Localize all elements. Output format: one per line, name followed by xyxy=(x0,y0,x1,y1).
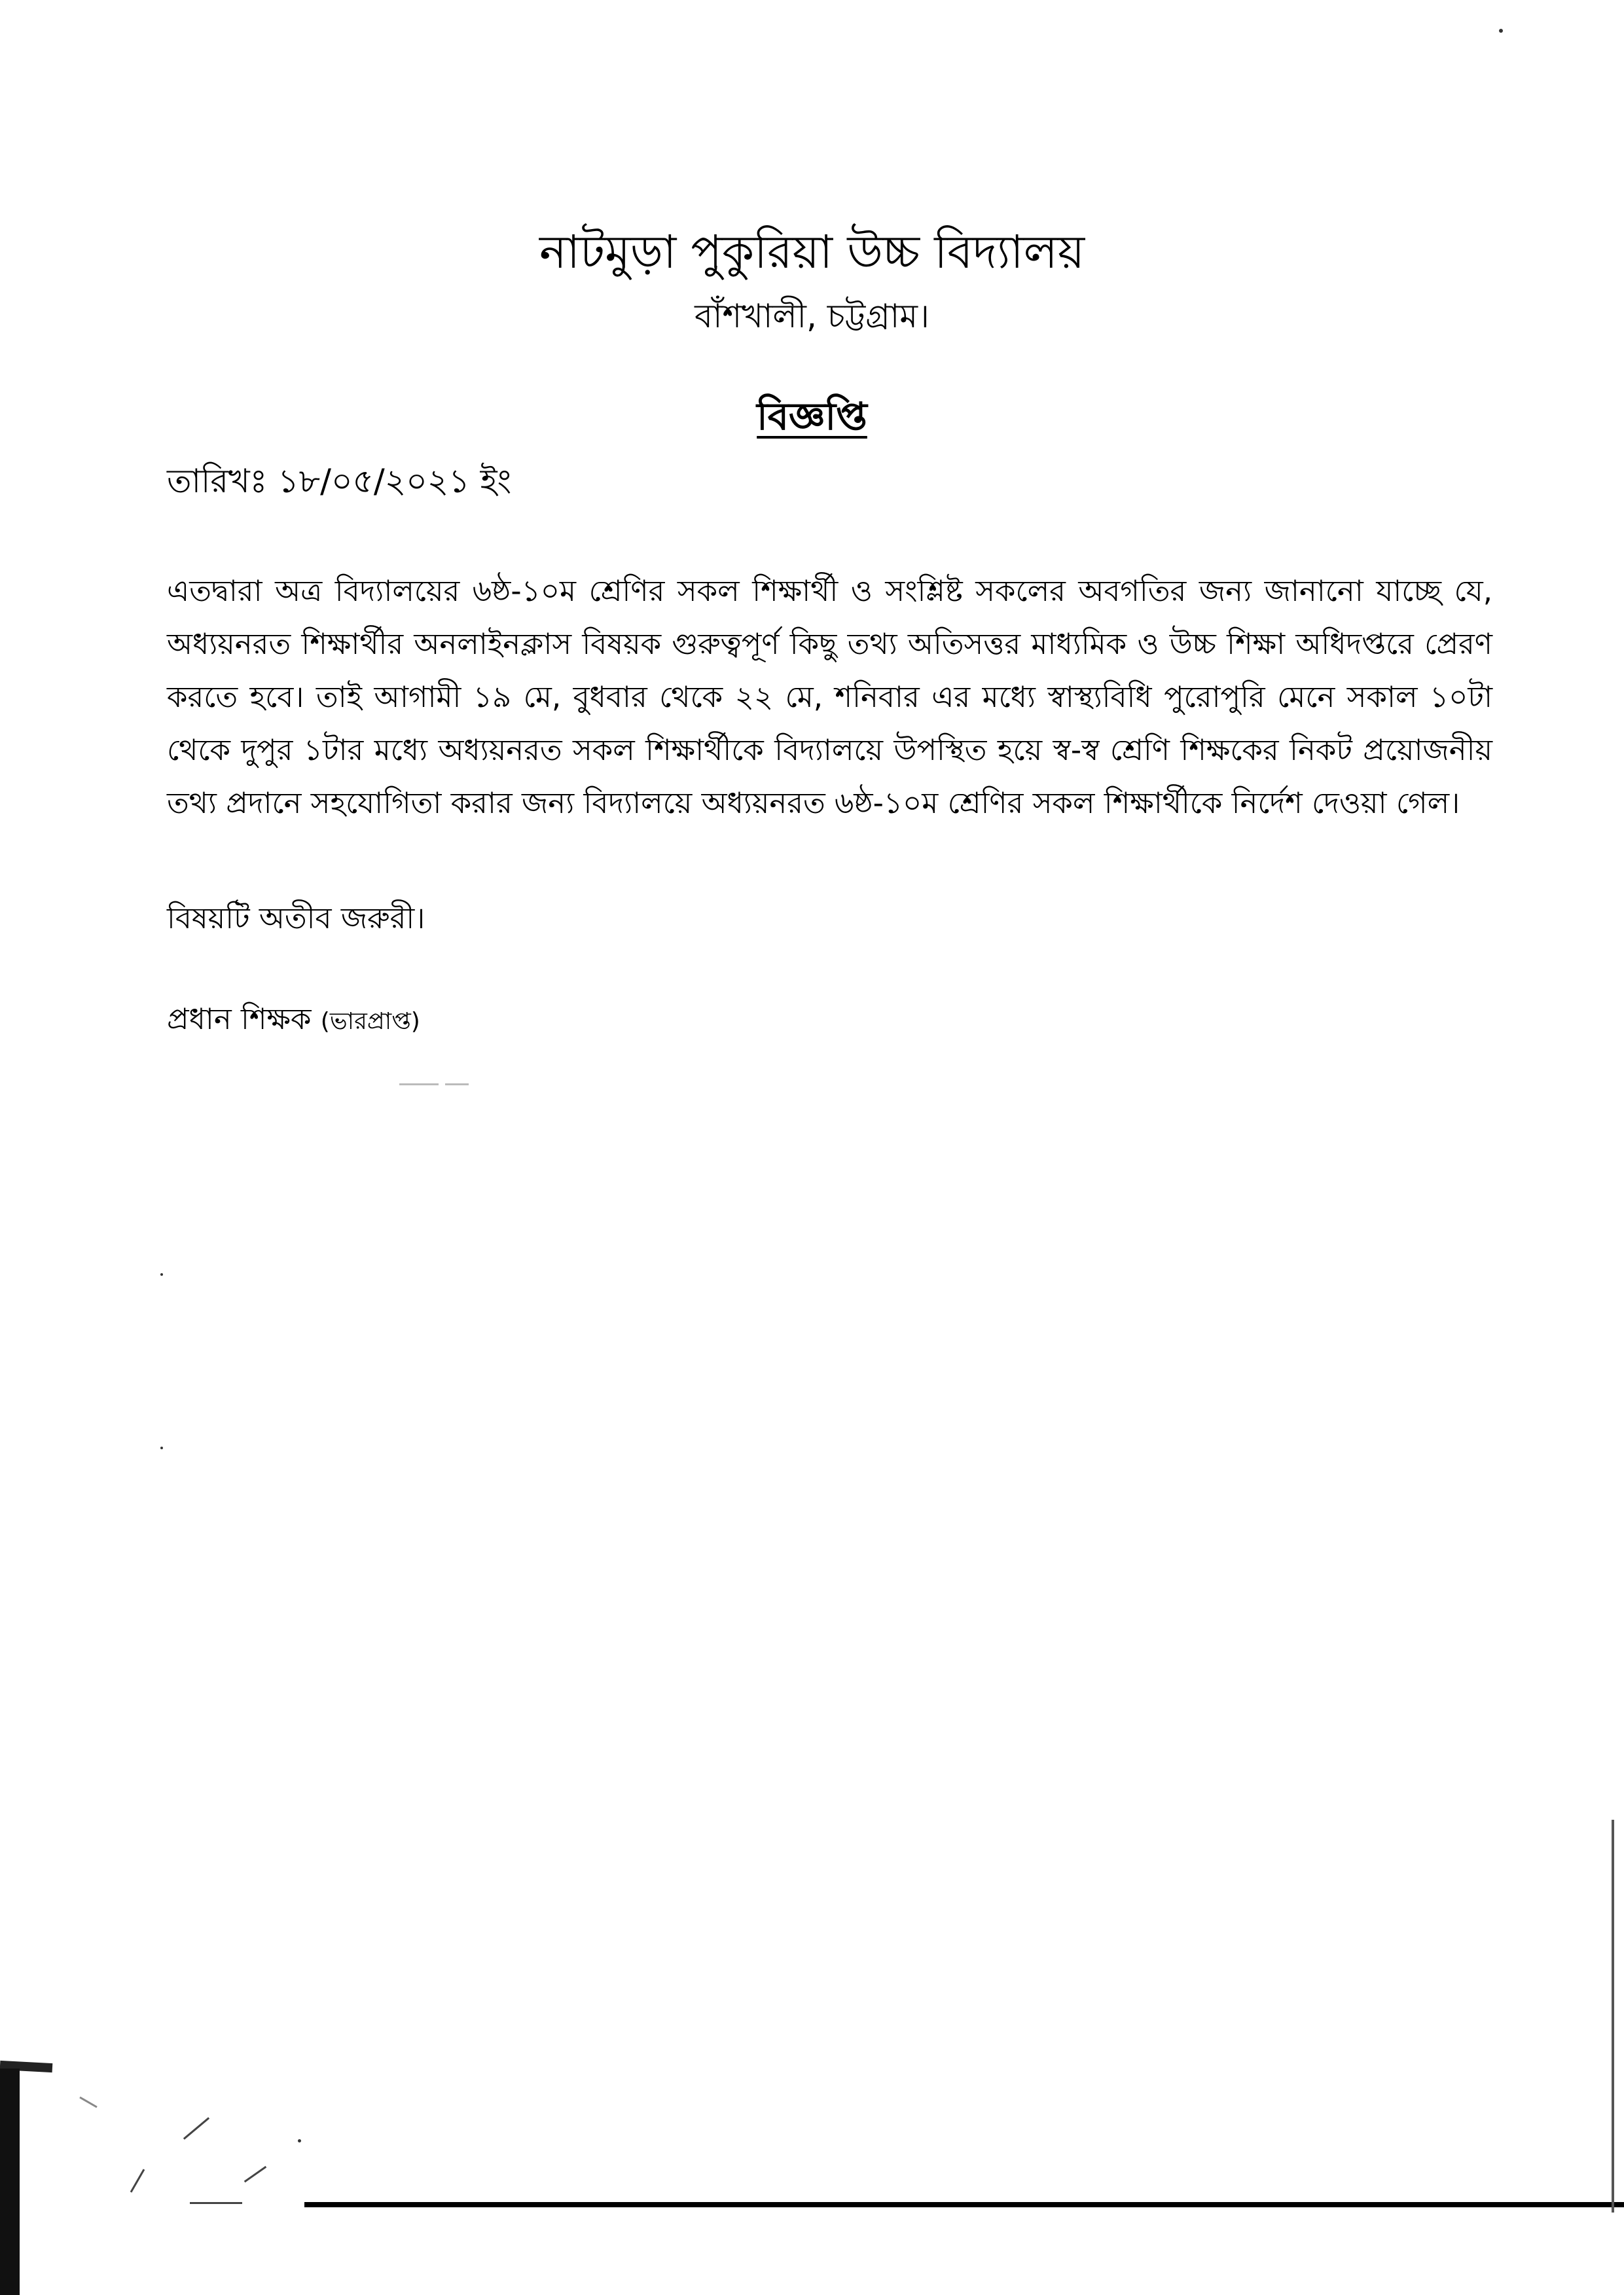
scan-mark xyxy=(244,2166,266,2182)
notice-closing: বিষয়টি অতীব জরুরী। xyxy=(167,901,425,935)
scan-mark xyxy=(183,2117,209,2139)
scan-mark xyxy=(79,2097,97,2108)
scan-mark xyxy=(130,2169,145,2192)
signatory-qualifier: (ভারপ্রাপ্ত) xyxy=(320,1008,420,1035)
scan-mark xyxy=(190,2202,242,2204)
signatory-title: প্রধান শিক্ষক xyxy=(167,1002,312,1036)
scan-dot xyxy=(160,1447,163,1449)
scan-right-edge xyxy=(1612,1820,1614,2213)
scan-left-edge xyxy=(0,2069,20,2295)
scan-mark xyxy=(445,1083,469,1085)
school-address: বাঁশখালী, চট্টগ্রাম। xyxy=(695,297,929,335)
notice-title xyxy=(0,390,1624,443)
school-name: নাটমুড়া পুকুরিয়া উচ্চ বিদ্যালয় xyxy=(539,225,1085,279)
signatory xyxy=(167,996,420,1045)
scan-mark xyxy=(399,1083,439,1085)
notice-title-text: বিজ্ঞপ্তি xyxy=(757,394,867,439)
scan-bottom-line xyxy=(304,2202,1624,2207)
notice-body: এতদ্বারা অত্র বিদ্যালয়ের ৬ষ্ঠ-১০ম শ্রেণির সকল শিক্ষার্থী ও সংশ্লিষ্ট সকলের অবগতির জন্য জানানো যাচ্ছে যে, অধ্যয়নরত শিক্ষার্থীর অনলাইনক্লাস বিষয়ক গুরুত্বপূর্ণ কিছু তথ্য অতিসত্তর মাধ্যমিক ও উচ্চ শিক্ষা অধিদপ্তরে প্রেরণ করতে হবে। তাই আগামী ১৯ মে, বুধবার থেকে ২২ মে, শনিবার এর মধ্যে স্বাস্থ্যবিধি পুরোপুরি মেনে সকাল ১০টা থেকে দুপুর ১টার মধ্যে অধ্যয়নরত সকল শিক্ষার্থীকে বিদ্যালয়ে উপস্থিত হয়ে স্ব-স্ব শ্রেণি শিক্ষকের নিকট প্রয়োজনীয় তথ্য প্রদানে সহযোগিতা করার জন্য বিদ্যালয়ে অধ্যয়নরত ৬ষ্ঠ-১০ম শ্রেণির সকল শিক্ষার্থীকে নির্দেশ দেওয়া গেল। xyxy=(167,573,1492,820)
scan-dot xyxy=(160,1273,163,1276)
scan-dot xyxy=(298,2139,301,2142)
notice-date: তারিখঃ ১৮/০৫/২০২১ ইং xyxy=(167,462,512,500)
scan-dot xyxy=(1499,29,1503,33)
